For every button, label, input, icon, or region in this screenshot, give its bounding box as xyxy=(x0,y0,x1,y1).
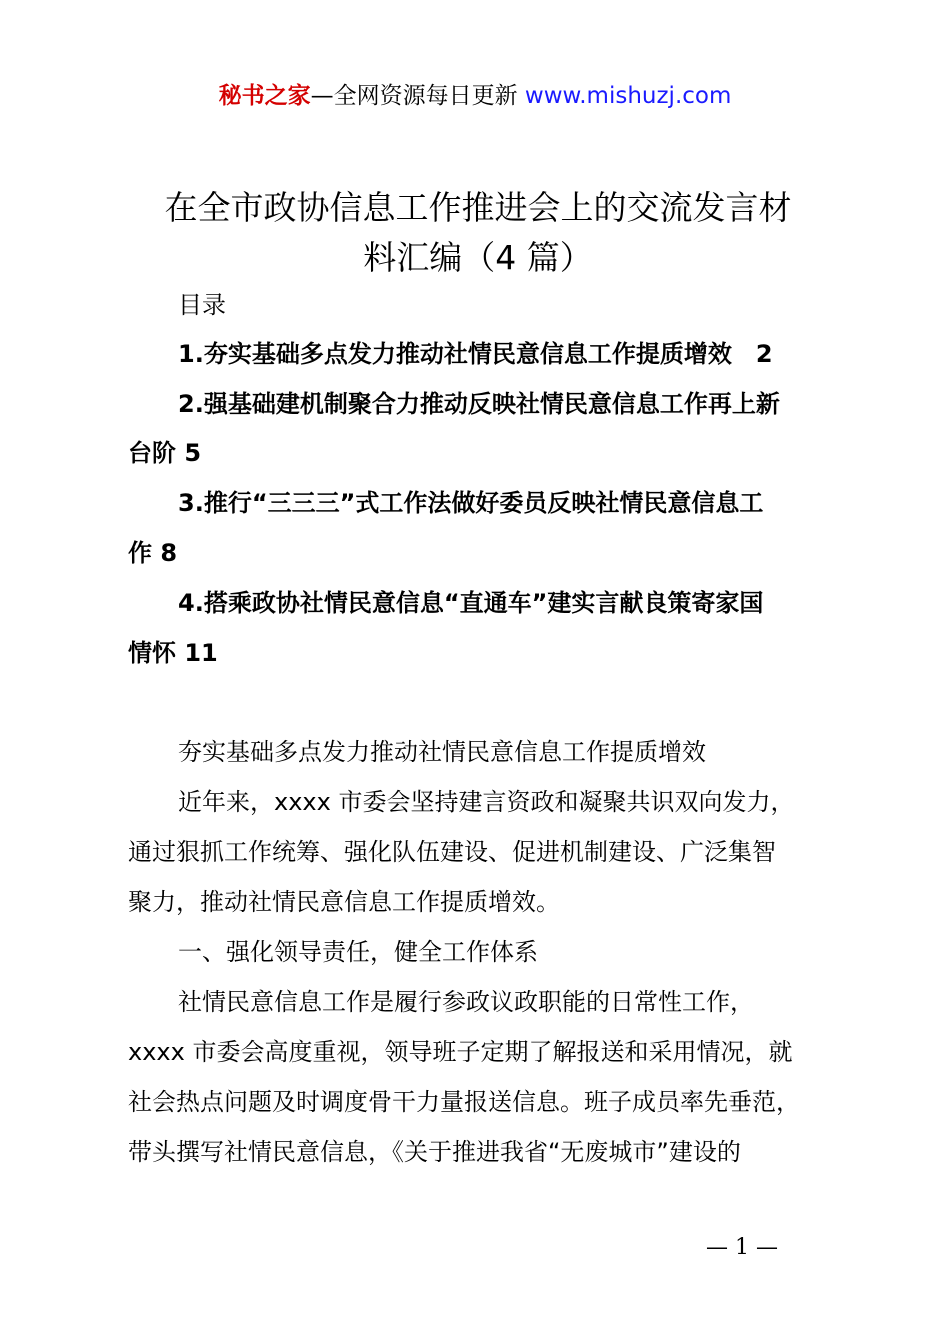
toc-entry-3[interactable]: 3.推行“三三三”式工作法做好委员反映社情民意信息工 xyxy=(178,489,764,517)
paragraph-1-line: 近年来，xxxx 市委会坚持建言资政和凝聚共识双向发力， xyxy=(178,788,795,816)
toc-heading: 目录 xyxy=(178,291,226,319)
toc-entry-2[interactable]: 2.强基础建机制聚合力推动反映社情民意信息工作再上新 xyxy=(178,390,780,418)
subheading-1: 一、强化领导责任，健全工作体系 xyxy=(178,938,538,966)
header-tagline: —全网资源每日更新 xyxy=(310,83,525,109)
header-url-link[interactable]: www.mishuzj.com xyxy=(524,83,732,109)
toc-entry-4[interactable]: 4.搭乘政协社情民意信息“直通车”建实言献良策寄家国 xyxy=(178,589,764,617)
document-title-line-1: 在全市政协信息工作推进会上的交流发言材 xyxy=(164,188,792,227)
toc-entry-4-continuation[interactable]: 情怀 11 xyxy=(128,639,218,667)
document-title-line-2: 料汇编（4 篇） xyxy=(363,238,593,277)
paragraph-2-line: 社情民意信息工作是履行参政议政职能的日常性工作， xyxy=(178,988,754,1016)
header-brand: 秘书之家 xyxy=(218,83,311,109)
toc-entry-1[interactable]: 1.夯实基础多点发力推动社情民意信息工作提质增效 2 xyxy=(178,340,773,368)
page-number: — 1 — xyxy=(706,1235,778,1260)
paragraph-2-line: xxxx 市委会高度重视，领导班子定期了解报送和采用情况，就 xyxy=(128,1038,793,1066)
paragraph-2-line: 带头撰写社情民意信息，《关于推进我省“无废城市”建设的 xyxy=(128,1138,741,1166)
paragraph-1-line: 通过狠抓工作统筹、强化队伍建设、促进机制建设、广泛集智 xyxy=(128,838,776,866)
toc-entry-2-continuation[interactable]: 台阶 5 xyxy=(128,439,202,467)
paragraph-2-line: 社会热点问题及时调度骨干力量报送信息。班子成员率先垂范， xyxy=(128,1088,800,1116)
toc-entry-3-continuation[interactable]: 作 8 xyxy=(128,539,178,567)
section-title: 夯实基础多点发力推动社情民意信息工作提质增效 xyxy=(178,738,706,766)
site-header xyxy=(0,80,950,112)
paragraph-1-line: 聚力，推动社情民意信息工作提质增效。 xyxy=(128,888,560,916)
